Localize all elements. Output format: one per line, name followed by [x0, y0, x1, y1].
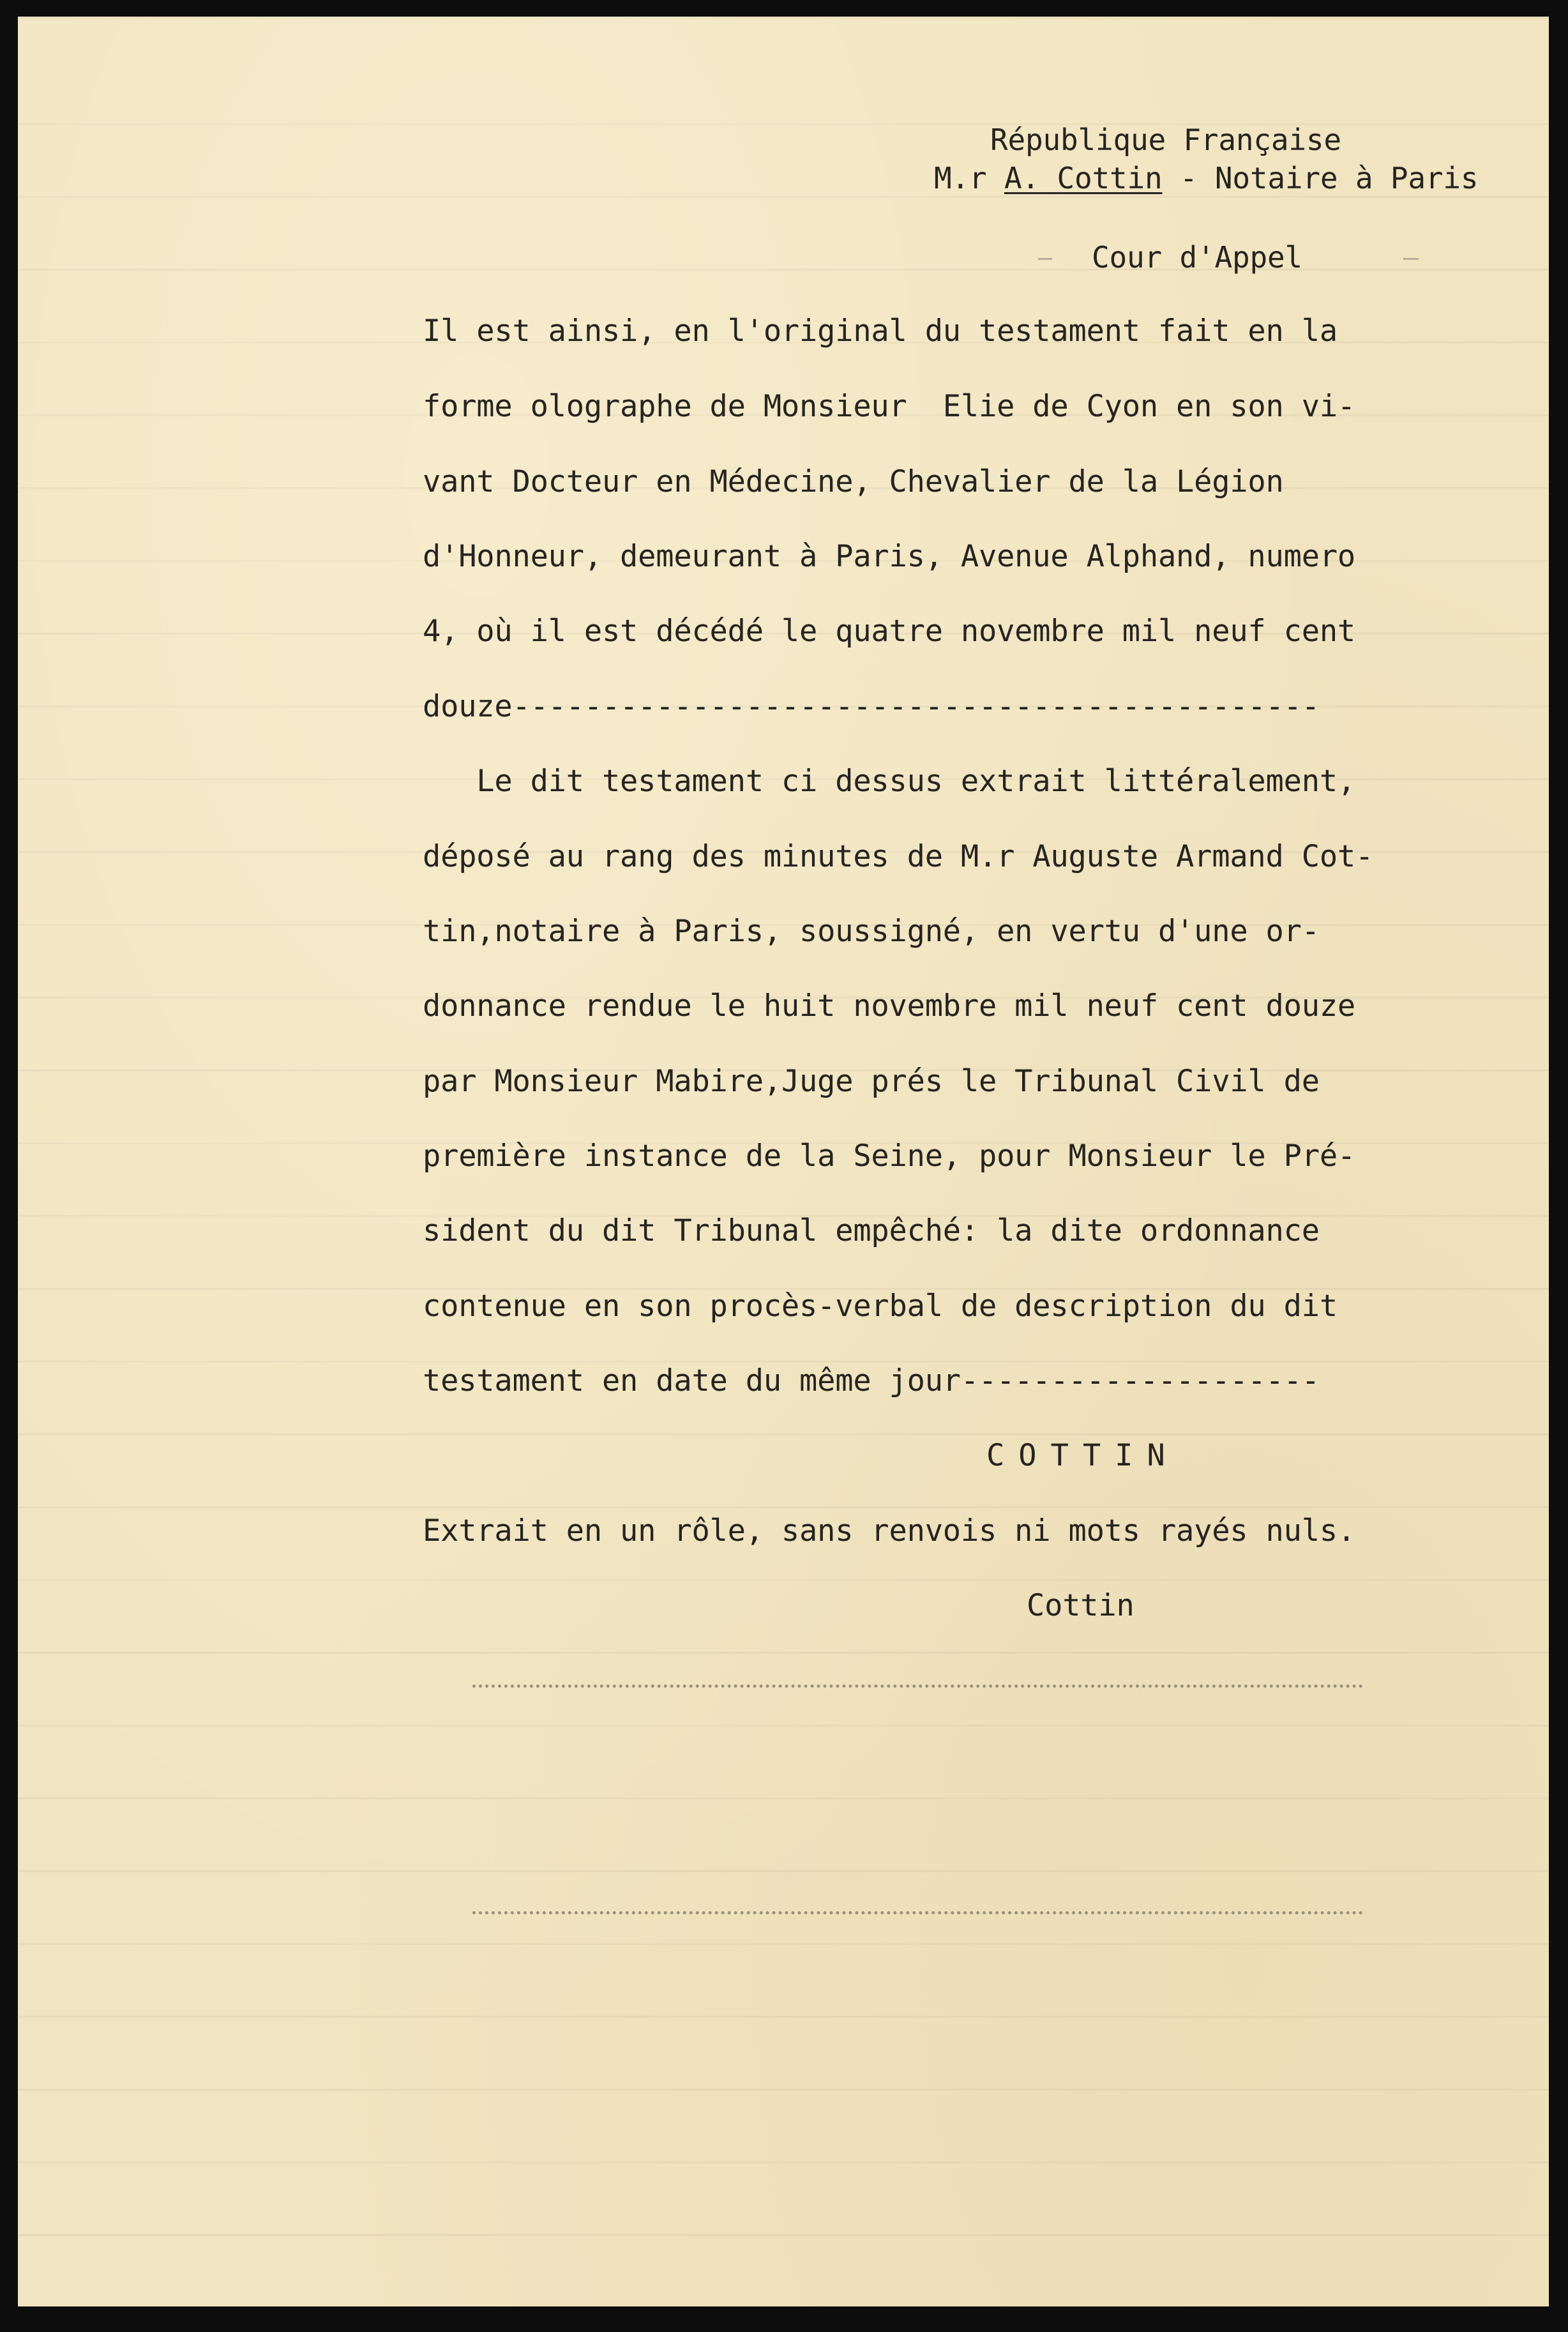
header-dash-right	[1403, 258, 1419, 260]
closing-statement: Extrait en un rôle, sans renvois ni mots rayés nuls.	[423, 1513, 1356, 1548]
body-line-13: sident du dit Tribunal empêché: la dite ordonnance	[423, 1213, 1320, 1248]
body-line-10: donnance rendue le huit novembre mil neuf cent douze	[423, 988, 1356, 1024]
body-line-14: contenue en son procès-verbal de description du dit	[423, 1289, 1338, 1324]
header-republic: République Française	[990, 123, 1341, 157]
body-line-4: d'Honneur, demeurant à Paris, Avenue Alphand, numero	[423, 539, 1356, 574]
body-line-1: Il est ainsi, en l'original du testament fait en la	[423, 314, 1338, 349]
body-line-5: 4, où il est décédé le quatre novembre mil neuf cent	[423, 614, 1356, 649]
notary-prefix: M.r	[934, 161, 987, 195]
body-line-2: forme olographe de Monsieur Elie de Cyon en son vi-	[423, 389, 1356, 424]
signature-short: Cottin	[1027, 1588, 1135, 1623]
body-line-12: première instance de la Seine, pour Monsieur le Pré-	[423, 1139, 1356, 1174]
body-line-8: déposé au rang des minutes de M.r Auguste Armand Cot-	[423, 839, 1374, 874]
signature-typed: COTTIN	[986, 1438, 1179, 1473]
dotted-rule-2	[472, 1911, 1363, 1914]
body-line-15: testament en date du même jour--------------------	[423, 1363, 1320, 1398]
notary-suffix: - Notaire à Paris	[1179, 161, 1479, 195]
body-line-3: vant Docteur en Médecine, Chevalier de la Légion	[423, 464, 1284, 499]
header-dash-left	[1038, 258, 1052, 260]
body-line-9: tin,notaire à Paris, soussigné, en vertu d'une or-	[423, 914, 1320, 949]
header-court: Cour d'Appel	[1092, 240, 1302, 275]
body-line-7: Le dit testament ci dessus extrait littéralement,	[423, 764, 1356, 799]
dotted-rule-1	[472, 1685, 1363, 1688]
body-line-6: douze---------------------------------------------	[423, 689, 1320, 724]
body-line-11: par Monsieur Mabire,Juge prés le Tribunal Civil de	[423, 1064, 1320, 1099]
notary-name: A. Cottin	[1004, 161, 1163, 195]
header-notary	[934, 159, 1478, 197]
